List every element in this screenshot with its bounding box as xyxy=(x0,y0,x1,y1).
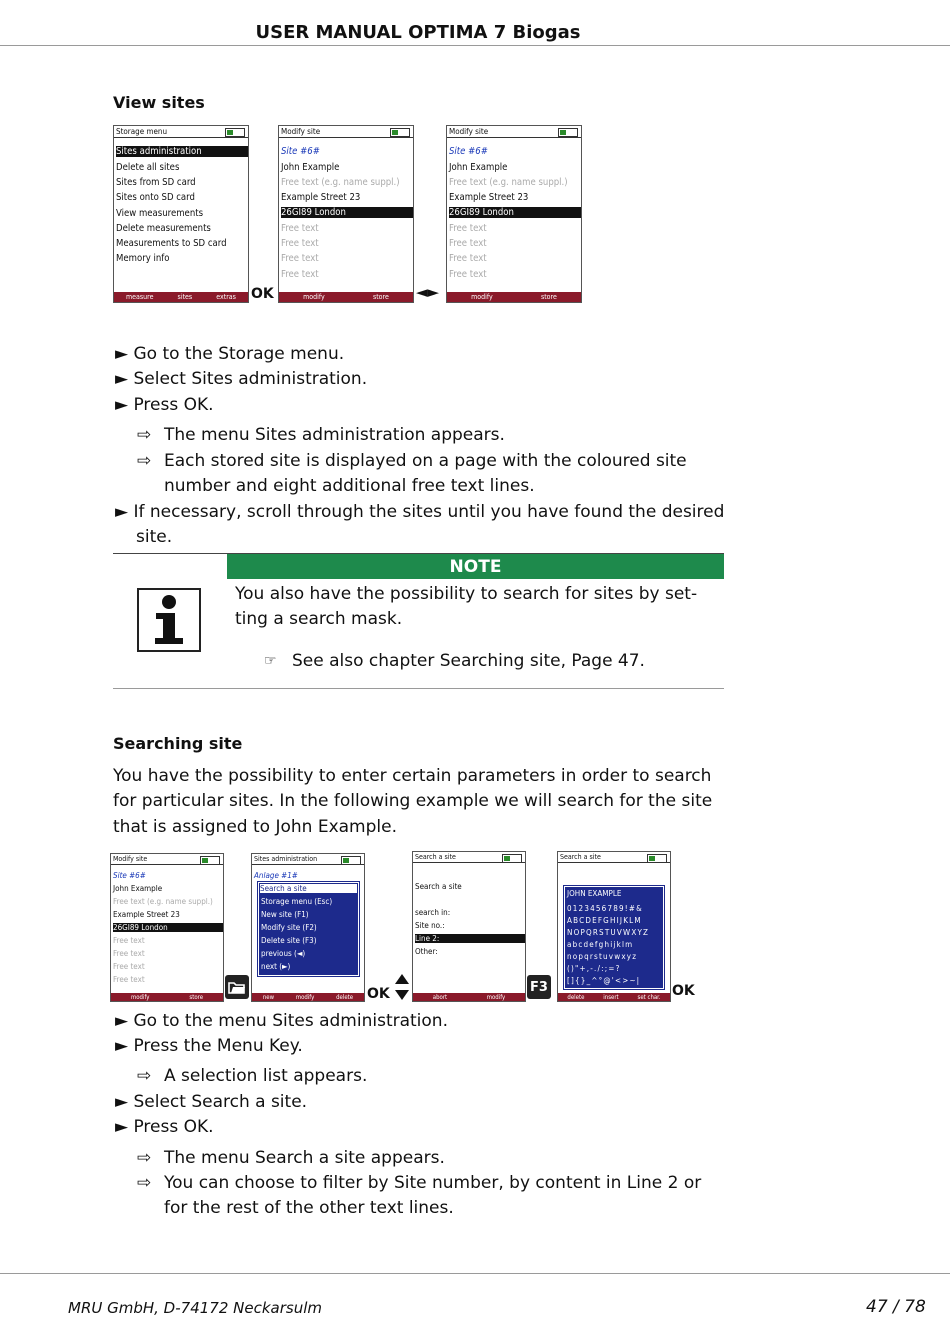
popup-item: previous (◄) xyxy=(261,949,306,958)
step: ► If necessary, scroll through the sites until you have found the desired xyxy=(115,502,725,522)
char-row: 0123456789!#& xyxy=(567,904,643,913)
left-right-arrow-keys-icon: ◄► xyxy=(416,283,440,301)
step: ► Press OK. xyxy=(115,1117,214,1137)
ok-key-label: OK xyxy=(367,986,390,1002)
softkey-label: abort xyxy=(432,993,448,1001)
note-label: NOTE xyxy=(227,554,724,579)
info-icon xyxy=(137,588,201,652)
softkey-bar xyxy=(114,292,248,302)
note-reference: See also chapter Searching site, Page 47. xyxy=(292,651,645,671)
softkey-label: modify xyxy=(471,293,493,301)
softkey-bar xyxy=(413,993,525,1001)
section-title-searching-site: Searching site xyxy=(113,734,243,753)
site-line: Free text (e.g. name suppl.) xyxy=(113,897,213,906)
device-screen-search-a-site xyxy=(412,851,526,1002)
site-line: Free text xyxy=(449,238,487,249)
result: for the rest of the other text lines. xyxy=(164,1198,454,1218)
popup-item: Storage menu (Esc) xyxy=(261,897,333,906)
site-line: Free text xyxy=(113,962,145,971)
search-input-value: JOHN EXAMPLE xyxy=(567,889,622,898)
softkey-bar xyxy=(111,993,223,1001)
popup-item: New site (F1) xyxy=(261,910,309,919)
site-line: Example Street 23 xyxy=(449,192,529,203)
site-line: Free text (e.g. name suppl.) xyxy=(449,177,568,188)
selection-list-popup xyxy=(258,882,359,976)
char-row: nopqrstuvwxyz xyxy=(567,952,638,961)
step: ► Press OK. xyxy=(115,395,214,415)
site-line: Free text xyxy=(449,269,487,280)
char-row: NOPQRSTUVWXYZ xyxy=(567,928,650,937)
step: ► Select Sites administration. xyxy=(115,369,368,389)
device-screen-modify-site-2 xyxy=(446,125,582,303)
screen-title: Sites administration xyxy=(254,855,318,863)
battery-icon xyxy=(558,128,578,137)
pointing-hand-icon: ☞ xyxy=(264,653,277,669)
site-line: 26GI89 London xyxy=(449,207,581,218)
site-line: Free text xyxy=(449,253,487,264)
screen-title: Storage menu xyxy=(116,127,168,136)
softkey-label: modify xyxy=(486,993,506,1001)
step: ► Go to the menu Sites administration. xyxy=(115,1011,448,1031)
site-line: 26GI89 London xyxy=(113,923,223,932)
menu-item: Sites from SD card xyxy=(116,177,196,188)
softkey-label: delete xyxy=(336,993,354,1001)
result-arrow-icon: ⇨ xyxy=(137,1173,152,1193)
softkey-label: sites xyxy=(177,293,193,301)
screen-title: Search a site xyxy=(415,853,456,861)
softkey-label: measure xyxy=(126,293,154,301)
site-line: Free text xyxy=(113,936,145,945)
step: site. xyxy=(136,527,173,547)
device-screen-sites-administration xyxy=(251,853,365,1002)
softkey-bar xyxy=(252,993,364,1001)
footer-rule xyxy=(0,1273,950,1274)
site-number: Site #6# xyxy=(449,146,488,157)
screen-line: search in: xyxy=(415,908,451,917)
softkey-label: delete xyxy=(567,993,585,1001)
char-row: []{}_^°@'<>~| xyxy=(567,976,641,985)
note-text: ting a search mask. xyxy=(235,609,403,629)
result: number and eight additional free text lines. xyxy=(164,476,535,496)
menu-item: Delete all sites xyxy=(116,162,180,173)
site-line: Free text xyxy=(281,238,319,249)
site-line: Free text (e.g. name suppl.) xyxy=(281,177,400,188)
result-arrow-icon: ⇨ xyxy=(137,1148,152,1168)
char-row: abcdefghijklm xyxy=(567,940,634,949)
softkey-label: insert xyxy=(603,993,619,1001)
site-line: John Example xyxy=(281,162,340,173)
result: Each stored site is displayed on a page with the coloured site xyxy=(164,451,687,471)
note-bottom-rule xyxy=(113,688,724,689)
site-number: Anlage #1# xyxy=(254,871,298,880)
softkey-bar xyxy=(279,292,413,302)
result-arrow-icon: ⇨ xyxy=(137,451,152,471)
char-row: ABCDEFGHIJKLM xyxy=(567,916,642,925)
f3-key-label: F3 xyxy=(527,975,551,999)
screen-title: Modify site xyxy=(449,127,489,136)
step: ► Go to the Storage menu. xyxy=(115,344,345,364)
menu-item: Memory info xyxy=(116,253,170,264)
menu-item: Measurements to SD card xyxy=(116,238,227,249)
softkey-label: extras xyxy=(216,293,236,301)
menu-item: Delete measurements xyxy=(116,223,211,234)
popup-item: Search a site xyxy=(260,884,357,893)
softkey-label: modify xyxy=(295,993,315,1001)
ok-key-label: OK xyxy=(672,983,695,999)
menu-item: Sites administration xyxy=(116,146,248,157)
menu-key-folder-icon xyxy=(225,975,249,999)
up-down-arrow-keys-icon xyxy=(394,973,410,1005)
softkey-label: set char. xyxy=(637,993,661,1001)
result-arrow-icon: ⇨ xyxy=(137,425,152,445)
screen-line: Line 2: xyxy=(415,934,525,943)
note-text: You also have the possibility to search for sites by set- xyxy=(235,584,698,604)
screen-title: Modify site xyxy=(281,127,321,136)
device-screen-modify-site xyxy=(278,125,414,303)
step: ► Select Search a site. xyxy=(115,1092,308,1112)
section-title-view-sites: View sites xyxy=(113,93,205,112)
softkey-label: modify xyxy=(130,993,150,1001)
result-arrow-icon: ⇨ xyxy=(137,1066,152,1086)
menu-item: View measurements xyxy=(116,208,204,219)
screen-line: Search a site xyxy=(415,882,462,891)
site-number: Site #6# xyxy=(113,871,146,880)
footer-company: MRU GmbH, D-74172 Neckarsulm xyxy=(68,1299,322,1317)
screen-line: Site no.: xyxy=(415,921,445,930)
battery-icon xyxy=(390,128,410,137)
site-line: Example Street 23 xyxy=(281,192,361,203)
site-line: Free text xyxy=(113,949,145,958)
softkey-label: store xyxy=(540,293,557,301)
intro-text: You have the possibility to enter certain parameters in order to search xyxy=(113,766,712,786)
popup-item: Modify site (F2) xyxy=(261,923,317,932)
page-header-title: USER MANUAL OPTIMA 7 Biogas xyxy=(255,22,581,43)
char-row: ()"+,-./:;=? xyxy=(567,964,621,973)
page-number: 47 / 78 xyxy=(866,1297,926,1317)
site-line: Free text xyxy=(113,975,145,984)
device-screen-search-keyboard xyxy=(557,851,671,1002)
popup-item: next (►) xyxy=(261,962,291,971)
ok-key-label: OK xyxy=(251,286,274,302)
device-screen-modify-site-small xyxy=(110,853,224,1002)
intro-text: for particular sites. In the following example we will search for the site xyxy=(113,791,713,811)
site-line: John Example xyxy=(449,162,508,173)
screen-title: Modify site xyxy=(113,855,148,863)
softkey-bar xyxy=(447,292,581,302)
site-number: Site #6# xyxy=(281,146,320,157)
screen-line: Other: xyxy=(415,947,438,956)
menu-item: Sites onto SD card xyxy=(116,192,195,203)
result: The menu Sites administration appears. xyxy=(164,425,505,445)
character-keyboard-popup xyxy=(564,886,664,989)
device-screen-storage-menu xyxy=(113,125,249,303)
step: ► Press the Menu Key. xyxy=(115,1036,303,1056)
header-rule xyxy=(0,45,950,46)
battery-icon xyxy=(225,128,245,137)
softkey-bar xyxy=(558,993,670,1001)
site-line: Free text xyxy=(281,223,319,234)
softkey-label: new xyxy=(262,993,275,1001)
popup-item: Delete site (F3) xyxy=(261,936,317,945)
site-line: John Example xyxy=(113,884,163,893)
softkey-label: modify xyxy=(303,293,325,301)
site-line: Free text xyxy=(281,253,319,264)
site-line: Free text xyxy=(281,269,319,280)
site-line: 26GI89 London xyxy=(281,207,413,218)
result: The menu Search a site appears. xyxy=(164,1148,445,1168)
screen-title: Search a site xyxy=(560,853,601,861)
softkey-label: store xyxy=(189,993,204,1001)
site-line: Free text xyxy=(449,223,487,234)
result: You can choose to filter by Site number, by content in Line 2 or xyxy=(164,1173,702,1193)
site-line: Example Street 23 xyxy=(113,910,180,919)
result: A selection list appears. xyxy=(164,1066,368,1086)
intro-text: that is assigned to John Example. xyxy=(113,817,397,837)
softkey-label: store xyxy=(372,293,389,301)
